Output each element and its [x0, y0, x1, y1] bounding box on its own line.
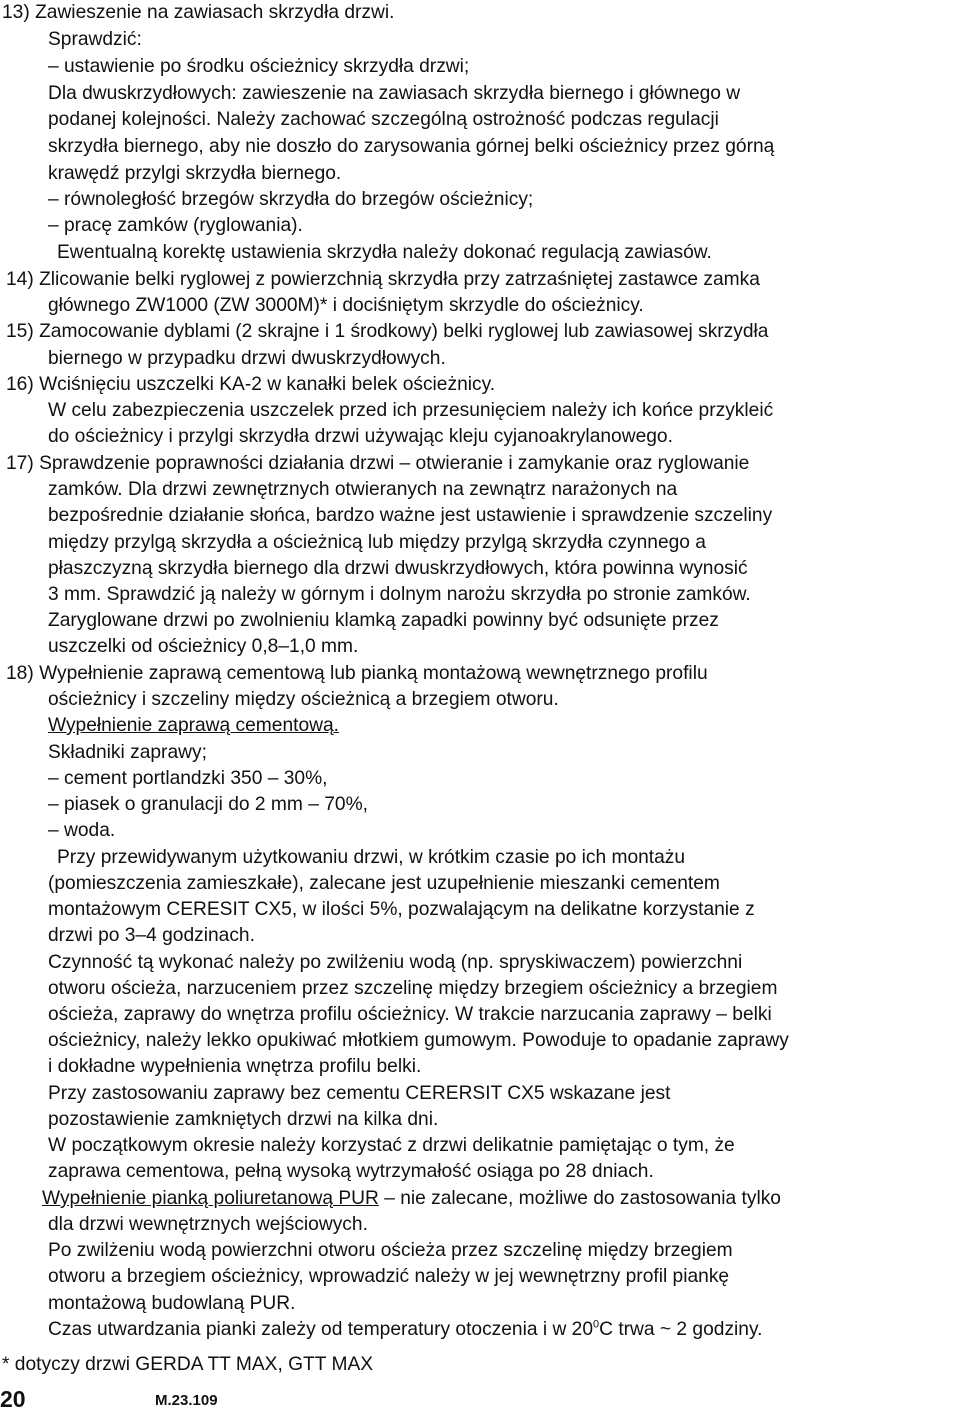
text-line: zaprawa cementowa, pełną wysoką wytrzymałość osiąga po 28 dniach. — [48, 1161, 654, 1182]
text-line: – pracę zamków (ryglowania). — [48, 215, 303, 236]
text-line: i dokładne wypełnienia wnętrza profilu belki. — [48, 1056, 422, 1077]
text-line: montażowym CERESIT CX5, w ilości 5%, pozwalającym na delikatne korzystanie z — [48, 899, 755, 920]
text-line: otworu a brzegiem ościeżnicy, wprowadzić należy w jej wewnętrzny profil piankę — [48, 1266, 730, 1287]
page-number: 20 — [0, 1386, 26, 1412]
text-line: Sprawdzić: — [48, 29, 142, 50]
text-line: biernego w przypadku drzwi dwuskrzydłowych. — [48, 348, 446, 369]
text-line: Składniki zaprawy; — [48, 742, 207, 763]
section-heading-mortar: Wypełnienie zaprawą cementową. — [48, 715, 339, 736]
text-line: – ustawienie po środku ościeżnicy skrzydła drzwi; — [48, 56, 470, 77]
text-line: – cement portlandzki 350 – 30%, — [48, 768, 328, 789]
pur-note: – nie zalecane, możliwe do zastosowania tylko — [384, 1188, 781, 1209]
document-code: M.23.109 — [155, 1392, 218, 1409]
text-line: ościeżnicy, należy lekko opukiwać młotkiem gumowym. Powoduje to opadanie zaprawy — [48, 1030, 789, 1051]
text-line: 14) Zlicowanie belki ryglowej z powierzchnią skrzydła przy zatrzaśniętej zastawce zamka — [6, 269, 760, 290]
text-line: podanej kolejności. Należy zachować szczególną ostrożność podczas regulacji — [48, 109, 719, 130]
text-line: – woda. — [48, 820, 116, 841]
text-line: Po zwilżeniu wodą powierzchni otworu ościeża przez szczelinę między brzegiem — [48, 1240, 733, 1261]
text-line: montażową budowlaną PUR. — [48, 1293, 296, 1314]
text-line: ościeża, zaprawy do wnętrza profilu ościeżnicy. W trakcie narzucania zaprawy – belki — [48, 1004, 772, 1025]
text-line: 3 mm. Sprawdzić ją należy w górnym i dolnym narożu skrzydła po stronie zamków. — [48, 584, 751, 605]
text-line: krawędź przylgi skrzydła biernego. — [48, 163, 342, 184]
text-line: 15) Zamocowanie dyblami (2 skrajne i 1 środkowy) belki ryglowej lub zawiasowej skrzydła — [6, 321, 769, 342]
text-line: zamków. Dla drzwi zewnętrznych otwieranych na zewnątrz narażonych na — [48, 479, 678, 500]
text-line: bezpośrednie działanie słońca, bardzo ważne jest ustawienie i sprawdzenie szczeliny — [48, 505, 773, 526]
text-line: – równoległość brzegów skrzydła do brzegów ościeżnicy; — [48, 189, 534, 210]
text-line: Przy przewidywanym użytkowaniu drzwi, w krótkim czasie po ich montażu — [57, 847, 686, 868]
section-heading-pur: Wypełnienie pianką poliuretanową PUR — [42, 1188, 379, 1209]
text-line: drzwi po 3–4 godzinach. — [48, 925, 255, 946]
text-line: (pomieszczenia zamieszkałe), zalecane jest uzupełnienie mieszanki cementem — [48, 873, 720, 894]
text-line: W celu zabezpieczenia uszczelek przed ich przesunięciem należy ich końce przykleić — [48, 400, 774, 421]
text-line: otworu ościeża, narzuceniem przez szczelinę między brzegiem ościeżnicy a brzegiem — [48, 978, 778, 999]
text-line-temperature — [48, 1317, 762, 1343]
text-line: Ewentualną korektę ustawienia skrzydła należy dokonać regulacją zawiasów. — [57, 242, 712, 263]
text-line: 17) Sprawdzenie poprawności działania drzwi – otwieranie i zamykanie oraz ryglowanie — [6, 453, 750, 474]
text-line: płaszczyzną skrzydła biernego dla drzwi dwuskrzydłowych, która powinna wynosić — [48, 558, 748, 579]
text-line: Przy zastosowaniu zaprawy bez cementu CERERSIT CX5 wskazane jest — [48, 1083, 671, 1104]
text-line-pur — [42, 1186, 781, 1212]
degree-superscript: 0 — [593, 1318, 600, 1331]
footnote: * dotyczy drzwi GERDA TT MAX, GTT MAX — [2, 1354, 374, 1375]
text-line: W początkowym okresie należy korzystać z drzwi delikatnie pamiętając o tym, że — [48, 1135, 735, 1156]
text-line: dla drzwi wewnętrznych wejściowych. — [48, 1214, 368, 1235]
text-line: uszczelki od ościeżnicy 0,8–1,0 mm. — [48, 636, 359, 657]
text-line: Dla dwuskrzydłowych: zawieszenie na zawiasach skrzydła biernego i głównego w — [48, 83, 741, 104]
text-line: skrzydła biernego, aby nie doszło do zarysowania górnej belki ościeżnicy przez górną — [48, 136, 775, 157]
text-line: ościeżnicy i szczeliny między ościeżnicą a brzegiem otworu. — [48, 689, 559, 710]
text-line: 16) Wciśnięciu uszczelki KA-2 w kanałki belek ościeżnicy. — [6, 374, 496, 395]
temperature-text-end: C trwa ~ 2 godziny. — [599, 1319, 763, 1340]
text-line: pozostawienie zamkniętych drzwi na kilka dni. — [48, 1109, 439, 1130]
text-line: 13) Zawieszenie na zawiasach skrzydła drzwi. — [2, 2, 395, 23]
text-line: Czynność tą wykonać należy po zwilżeniu wodą (np. spryskiwaczem) powierzchni — [48, 952, 743, 973]
text-line: do ościeżnicy i przylgi skrzydła drzwi używając kleju cyjanoakrylanowego. — [48, 426, 673, 447]
text-line: – piasek o granulacji do 2 mm – 70%, — [48, 794, 368, 815]
text-line: między przylgą skrzydła a ościeżnicą lub między przylgą skrzydła czynnego a — [48, 532, 706, 553]
text-line: 18) Wypełnienie zaprawą cementową lub pianką montażową wewnętrznego profilu — [6, 663, 708, 684]
text-line: Zaryglowane drzwi po zwolnieniu klamką zapadki powinny być odsunięte przez — [48, 610, 719, 631]
text-line: głównego ZW1000 (ZW 3000M)* i dociśniętym skrzydle do ościeżnicy. — [48, 295, 644, 316]
temperature-text: Czas utwardzania pianki zależy od temperatury otoczenia i w 20 — [48, 1319, 593, 1340]
